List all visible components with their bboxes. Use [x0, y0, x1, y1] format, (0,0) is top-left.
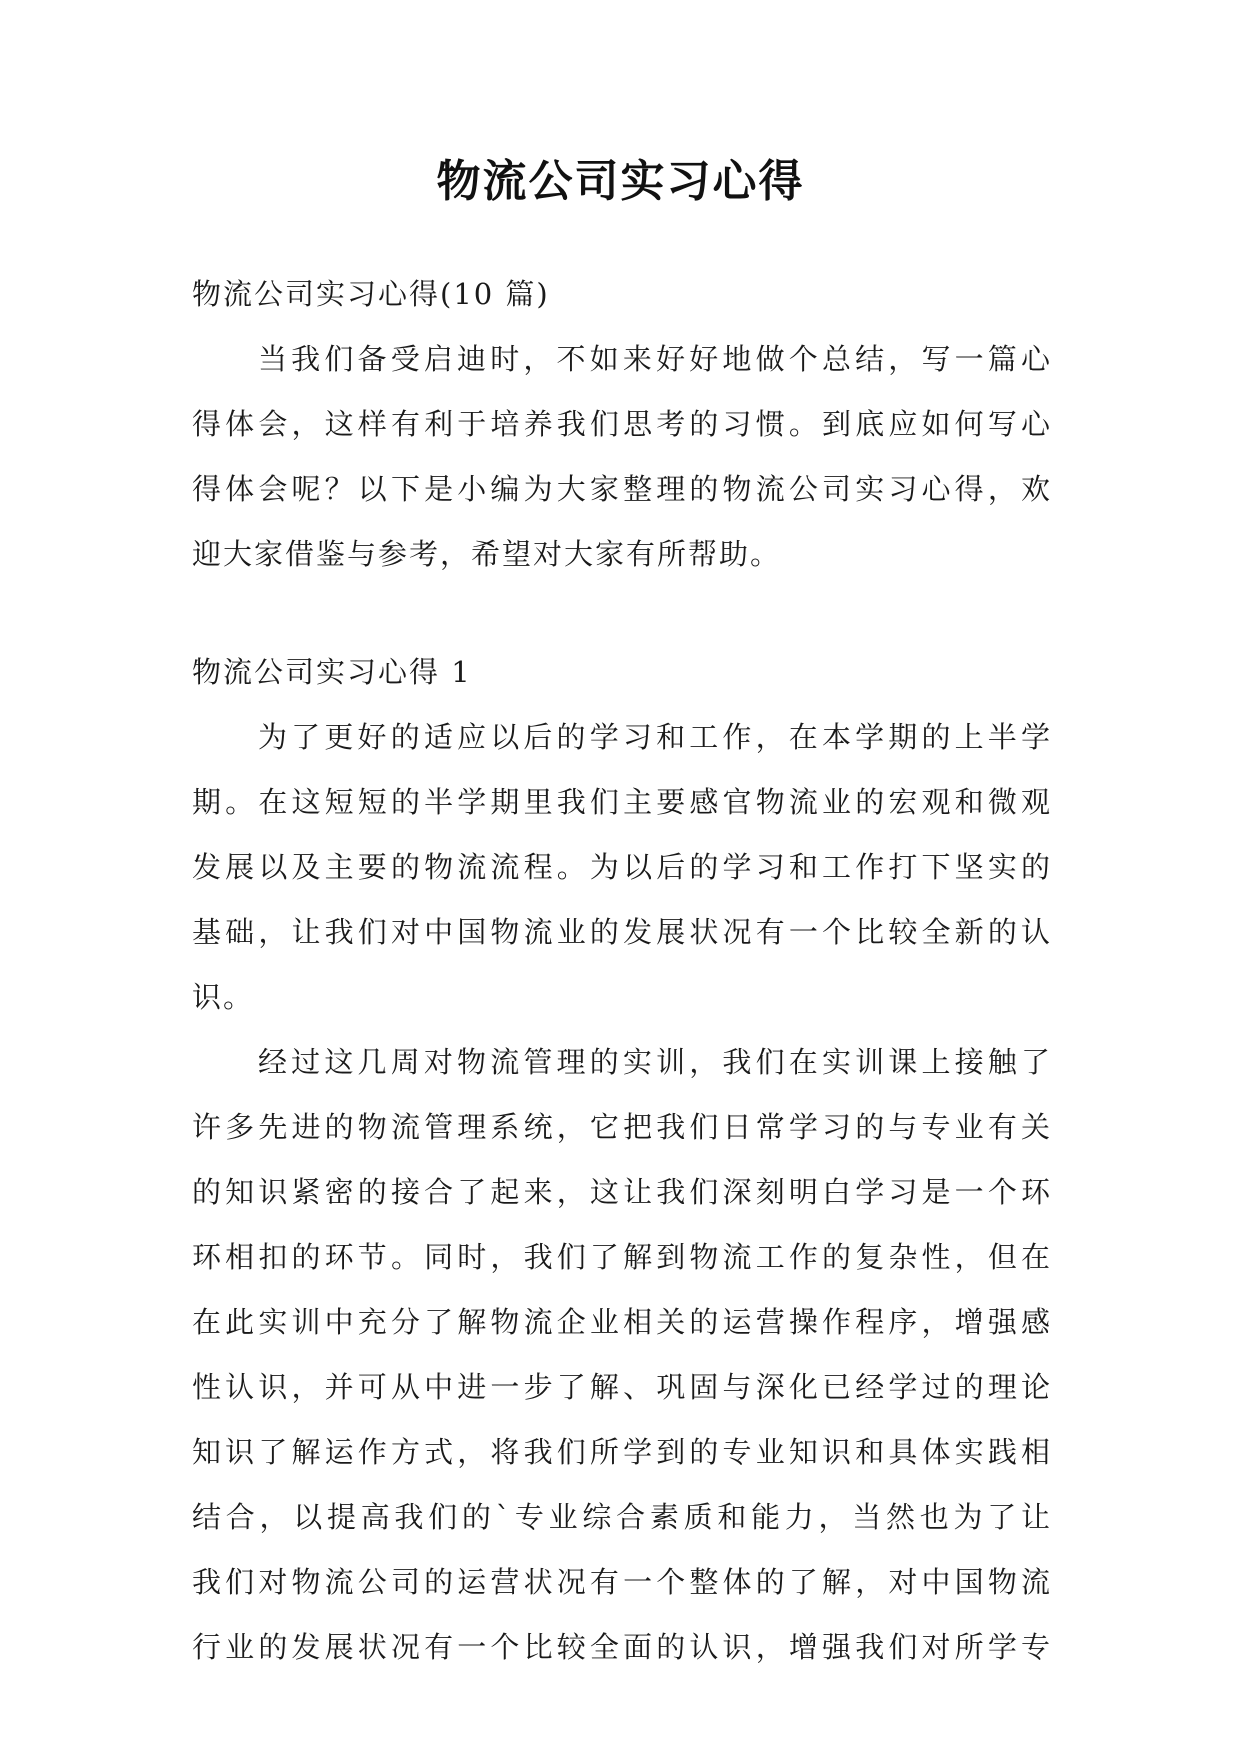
paragraph-line: 发展以及主要的物流流程。为以后的学习和工作打下坚实的: [192, 850, 1052, 884]
paragraph-line: 我们对物流公司的运营状况有一个整体的了解，对中国物流: [192, 1565, 1052, 1599]
document-subtitle: 物流公司实习心得(10 篇): [192, 277, 550, 311]
section-heading: 物流公司实习心得 1: [192, 655, 472, 689]
paragraph-line: 行业的发展状况有一个比较全面的认识，增强我们对所学专: [192, 1630, 1052, 1664]
section-spacer: [192, 587, 1052, 640]
document-body: [192, 262, 1052, 1680]
paragraph-line: 识。: [192, 980, 255, 1014]
paragraph-line: 迎大家借鉴与参考，希望对大家有所帮助。: [192, 537, 782, 571]
paragraph-line: 经过这几周对物流管理的实训，我们在实训课上接触了: [258, 1045, 1052, 1079]
paragraph-line: 在此实训中充分了解物流企业相关的运营操作程序，增强感: [192, 1305, 1052, 1339]
paragraph-line: 知识了解运作方式，将我们所学到的专业知识和具体实践相: [192, 1435, 1052, 1469]
paragraph-line: 结合，以提高我们的`专业综合素质和能力，当然也为了让: [192, 1500, 1052, 1534]
paragraph-line: 许多先进的物流管理系统，它把我们日常学习的与专业有关: [192, 1110, 1052, 1144]
paragraph-line: 得体会呢？以下是小编为大家整理的物流公司实习心得，欢: [192, 472, 1052, 506]
paragraph-line: 的知识紧密的接合了起来，这让我们深刻明白学习是一个环: [192, 1175, 1052, 1209]
paragraph-line: 性认识，并可从中进一步了解、巩固与深化已经学过的理论: [192, 1370, 1052, 1404]
paragraph-line: 基础，让我们对中国物流业的发展状况有一个比较全新的认: [192, 915, 1052, 949]
section-paragraph: [192, 705, 1052, 1030]
paragraph-line: 期。在这短短的半学期里我们主要感官物流业的宏观和微观: [192, 785, 1052, 819]
paragraph-line: 当我们备受启迪时，不如来好好地做个总结，写一篇心: [258, 342, 1052, 376]
paragraph-line: 得体会，这样有利于培养我们思考的习惯。到底应如何写心: [192, 407, 1052, 441]
intro-paragraph: [192, 327, 1052, 587]
paragraph-line: 环相扣的环节。同时，我们了解到物流工作的复杂性，但在: [192, 1240, 1052, 1274]
section-paragraph: [192, 1030, 1052, 1680]
document-title: 物流公司实习心得: [436, 156, 805, 207]
paragraph-line: 为了更好的适应以后的学习和工作，在本学期的上半学: [258, 720, 1052, 754]
